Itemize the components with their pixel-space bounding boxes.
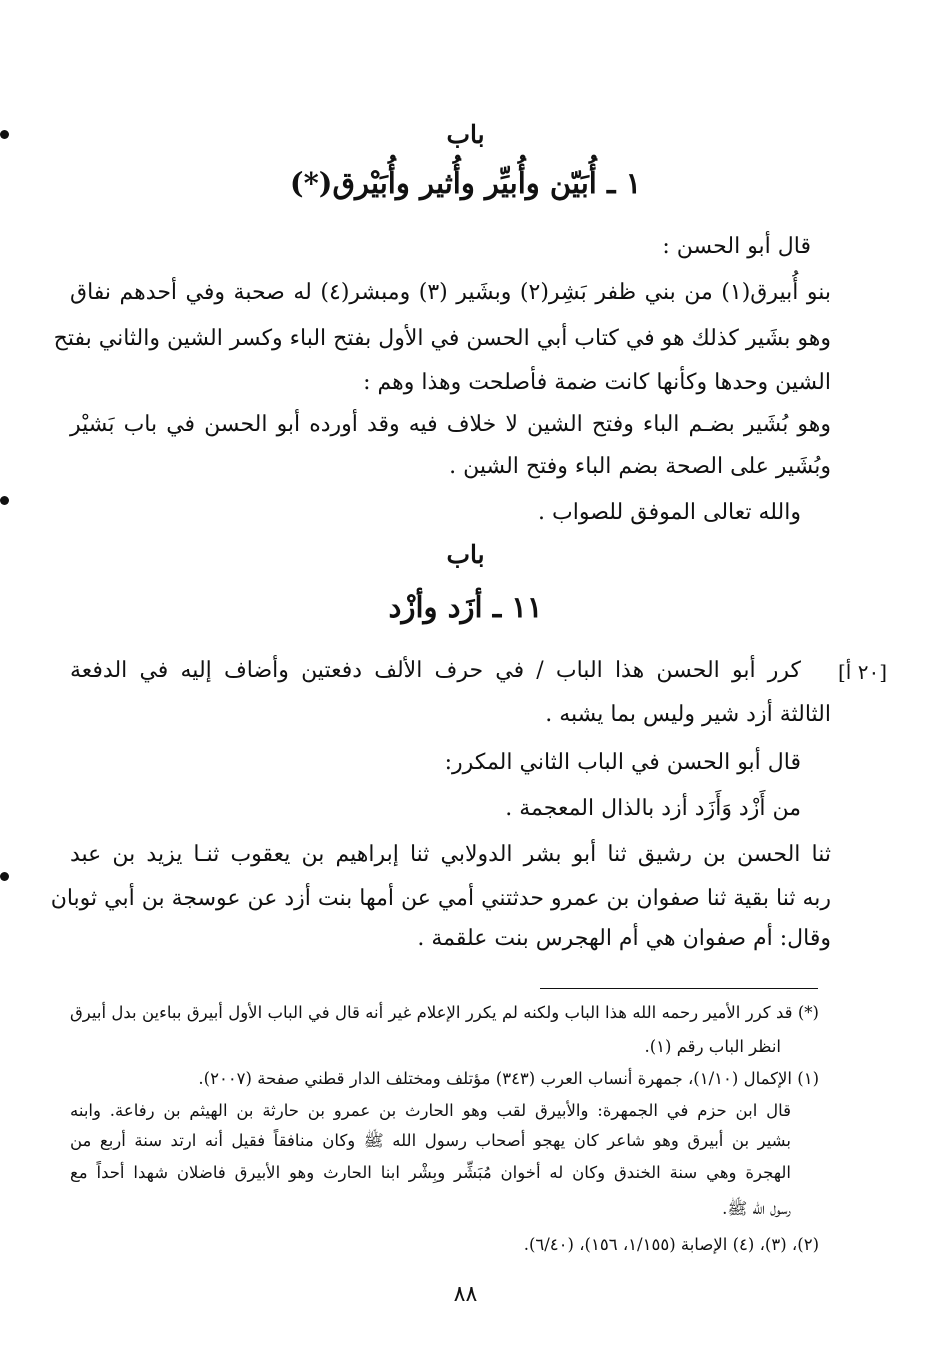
footnote-star-line-2: انظر الباب رقم (١). <box>644 1037 781 1056</box>
chapter-1-line-5: وبُشَير على الصحة بضم الباء وفتح الشين . <box>449 454 831 479</box>
footnote-1-line-4: الهجرة وهي سنة الخندق وكان له أخوان مُبَشِّر وبِشْر ابنا الحارث وهو الأبيرق فاضلان شهدا أحداً مع <box>70 1163 791 1182</box>
footnote-1-line-3: بشير بن أبيرق وهو شاعر كان يهجو أصحاب رسول الله ﷺ وكان منافقاً فقيل أنه ارتد سنة أربع من <box>70 1131 791 1150</box>
footnote-1-line-1: (١) الإكمال (١/١٠)، جمهرة أنساب العرب (٣٤٣) مؤتلف ومختلف الدار قطني صفحة (٢٠٠٧). <box>198 1069 819 1088</box>
chapter-2-line-6: ربه ثنا بقية ثنا صفوان بن عمرو حدثتني أمي عن أمها بنت أزد عن عوسجة بن أبي ثوبان <box>50 886 831 911</box>
chapter-2-line-3: قال أبو الحسن في الباب الثاني المكرر: <box>444 750 801 775</box>
chapter-1-line-6: والله تعالى الموفق للصواب . <box>538 500 801 525</box>
chapter-2-title: ١١ ـ أزَد وأزْد <box>388 590 543 624</box>
chapter-1-heading: باب <box>446 120 485 149</box>
footnote-2-4: (٢)، (٣)، (٤) الإصابة (١/١٥٥، ١٥٦)، (٦/٤٠). <box>523 1235 819 1254</box>
chapter-1-line-4: وهو بُشَير بضـم الباء وفتح الشين لا خلاف فيه وقد أورده أبو الحسن في باب بَشيْر <box>70 412 831 437</box>
edge-mark <box>0 872 9 881</box>
chapter-2-line-2: الثالثة أزد شير وليس بما يشبه . <box>545 702 831 727</box>
footnote-1-line-2: قال ابن حزم في الجمهرة: والأبيرق لقب وهو الحارث بن عمرو بن حارثة بن الهيثم بن رفاعة. وابنه <box>70 1101 791 1120</box>
chapter-1-line-2: وهو بشَير كذلك هو في كتاب أبي الحسن في الأول بفتح الباء وكسر الشين والثاني بفتح <box>53 326 831 351</box>
chapter-1-line-1: بنو أُبيرق(١) من بني ظفر بَشِر(٢) وبشَير (٣) ومبشر(٤) له صحبة وفي أحدهم نفاق <box>70 280 831 305</box>
edge-mark <box>0 496 9 505</box>
footnote-1-line-5: رسول الله ﷺ. <box>722 1199 791 1218</box>
chapter-2-line-1: كرر أبو الحسن هذا الباب / في حرف الألف دفعتين وأضاف إليه في الدفعة <box>70 658 801 683</box>
footnote-separator <box>540 988 818 989</box>
page-number: ٨٨ <box>453 1282 478 1307</box>
footnote-star-line-1: (*) قد كرر الأمير رحمه الله هذا الباب ولكنه لم يكرر الإعلام غير أنه قال في الباب الأول أبيرق بباءين بدل أبيرق <box>70 1003 819 1022</box>
chapter-1-line-3: الشين وحدها وكأنها كانت ضمة فأصلحت وهذا وهم : <box>363 370 831 395</box>
chapter-2-line-4: من أَزْد وَأَزَد أزد بالذال المعجمة . <box>505 796 801 821</box>
margin-folio-reference: [٢٠ أ] <box>838 660 888 684</box>
chapter-2-heading: باب <box>446 540 485 569</box>
chapter-1-title: ١ ـ أُبَيّن وأُبيِّر وأُثير وأُبَيْرق(*) <box>289 166 642 200</box>
chapter-2-line-5: ثنا الحسن بن رشيق ثنا أبو بشر الدولابي ثنا إبراهيم بن يعقوب ثنـا يزيد بن عبد <box>70 842 831 867</box>
chapter-1-intro: قال أبو الحسن : <box>662 234 811 259</box>
chapter-2-line-7: وقال: أم صفوان هي أم الهجرس بنت علقمة . <box>417 926 831 951</box>
